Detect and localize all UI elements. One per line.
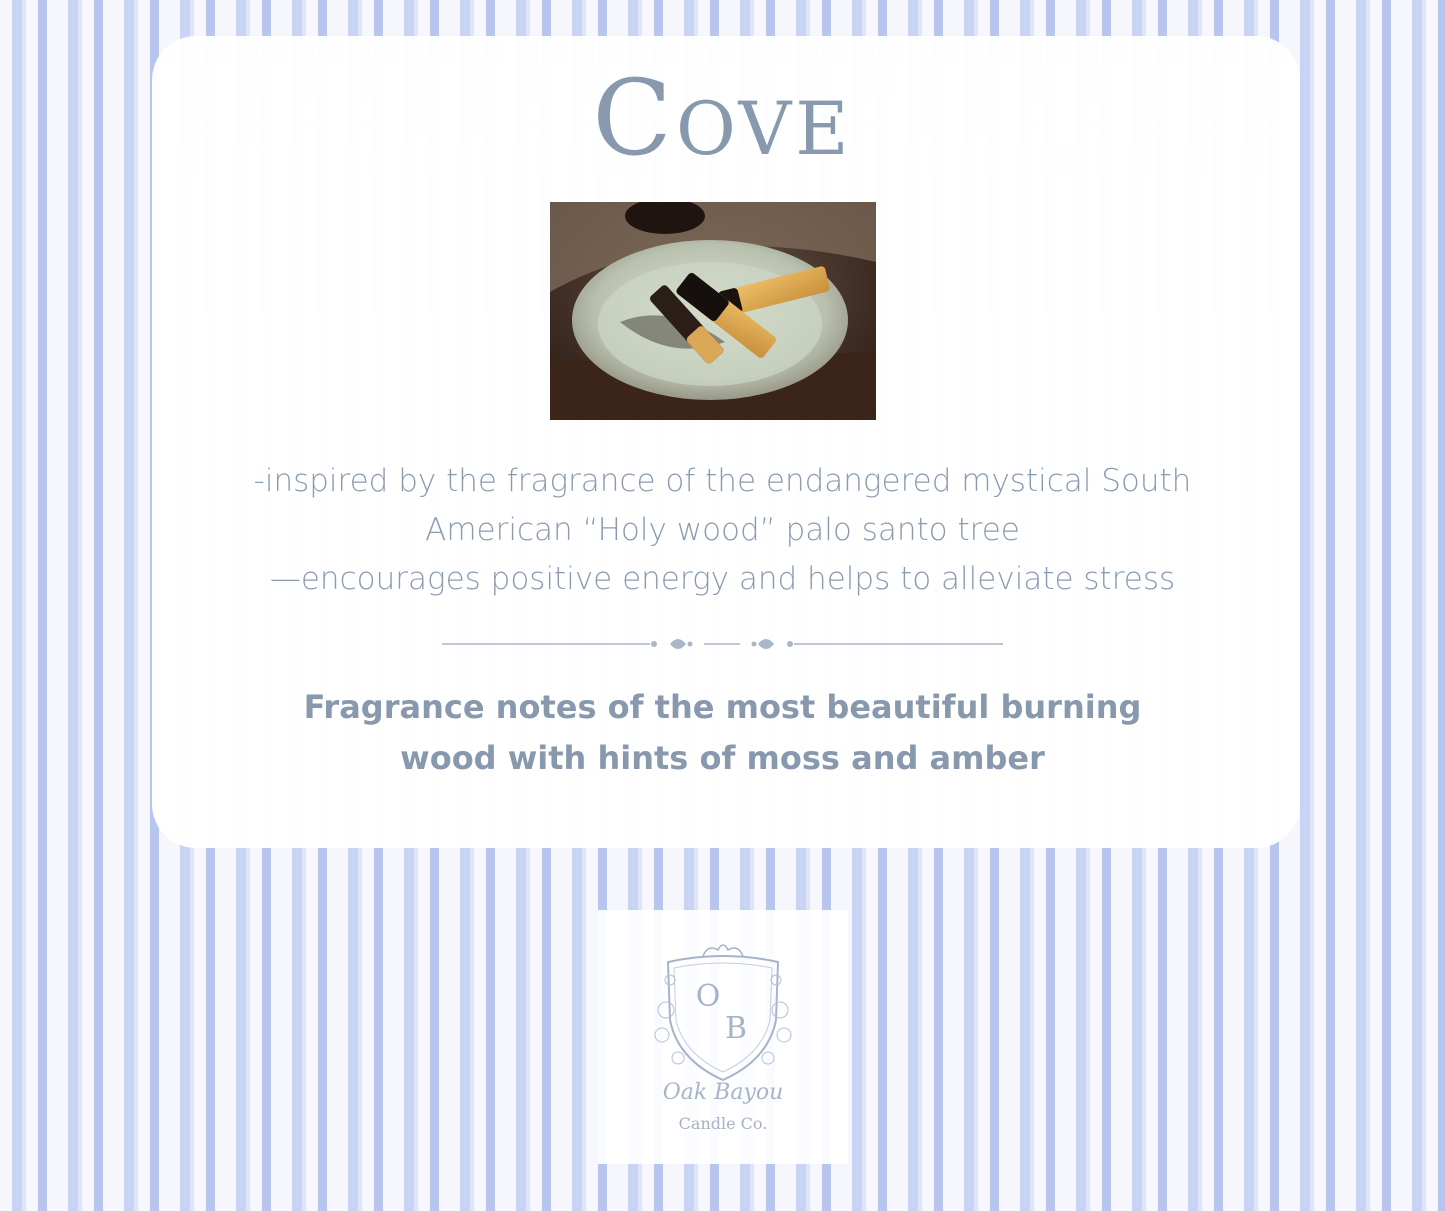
description-line: —encourages positive energy and helps to alleviate stress	[269, 561, 1176, 597]
product-photo	[550, 202, 876, 420]
palo-santo-image	[550, 202, 876, 420]
brand-subtitle: Candle Co.	[678, 1114, 768, 1133]
monogram-b: B	[724, 1011, 748, 1046]
fragrance-notes	[250, 682, 1195, 784]
notes-line: wood with hints of moss and amber	[400, 739, 1045, 777]
ornamental-divider	[440, 630, 1005, 658]
monogram-o: O	[695, 979, 721, 1014]
brand-name: Oak Bayou	[662, 1080, 784, 1105]
product-description	[200, 457, 1245, 604]
notes-line: Fragrance notes of the most beautiful burning	[303, 688, 1142, 726]
description-line: American “Holy wood” palo santo tree	[425, 512, 1020, 548]
crest-icon	[648, 940, 798, 1090]
description-line: -inspired by the fragrance of the endangered mystical South	[253, 463, 1192, 499]
brand-logo	[598, 910, 848, 1164]
product-title: Cove	[592, 57, 853, 179]
